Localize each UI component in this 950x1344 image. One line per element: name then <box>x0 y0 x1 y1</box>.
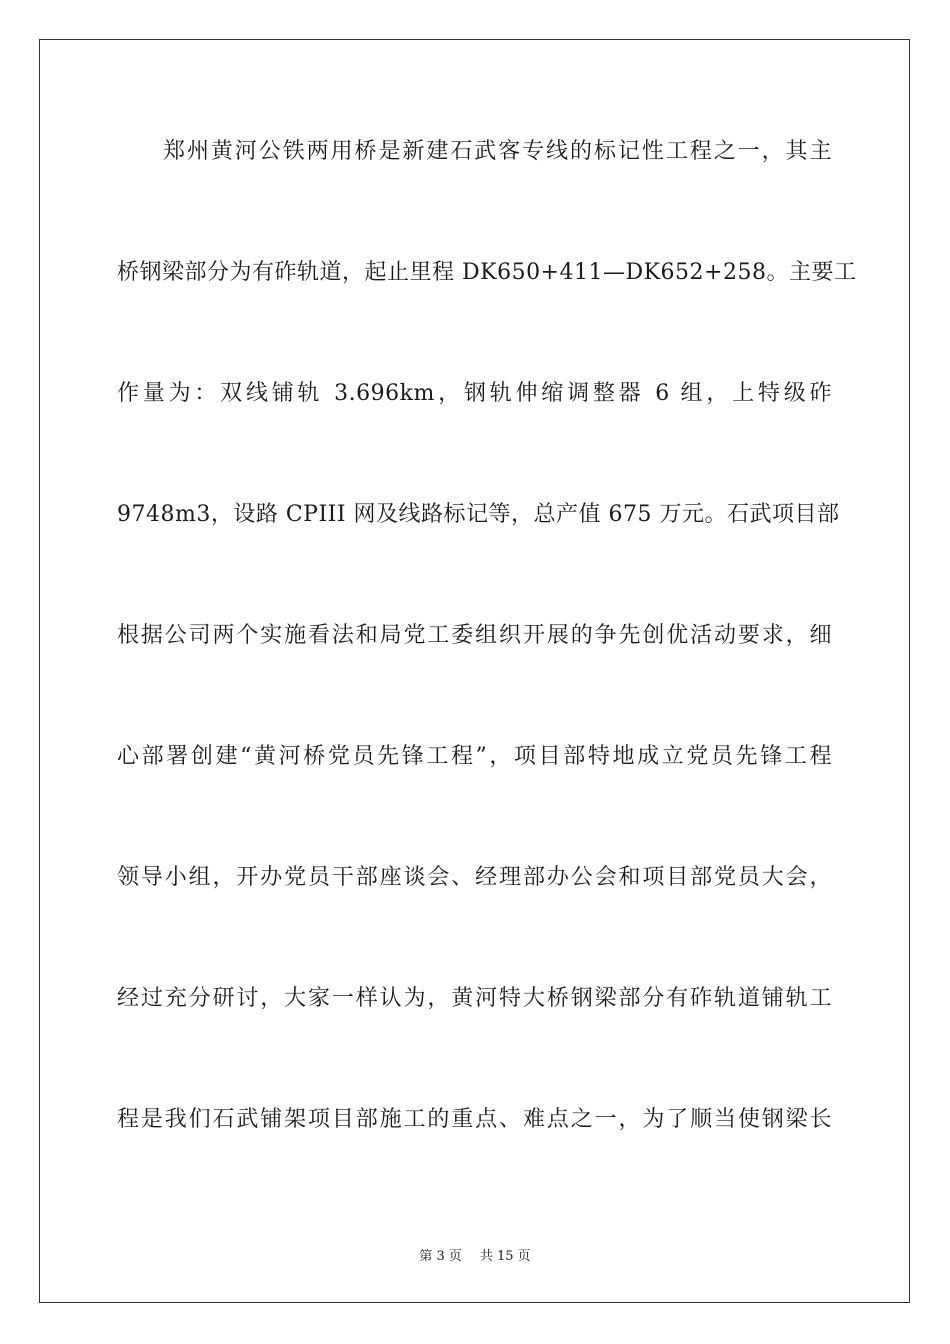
page-footer <box>0 1248 950 1266</box>
page-number: 第 3 页 <box>419 1249 462 1264</box>
paragraph-line: 作量为：双线铺轨 3.696km，钢轨伸缩调整器 6 组，上特级砟 <box>117 381 832 406</box>
paragraph-line: 程是我们石武铺架项目部施工的重点、难点之一，为了顺当使钢梁长 <box>117 1107 832 1132</box>
paragraph-line: 根据公司两个实施看法和局党工委组织开展的争先创优活动要求，细 <box>117 623 832 648</box>
page-total: 共 15 页 <box>479 1249 531 1264</box>
paragraph-line: 心部署创建“黄河桥党员先锋工程”，项目部特地成立党员先锋工程 <box>117 744 832 769</box>
paragraph-line: 经过充分研讨，大家一样认为，黄河特大桥钢梁部分有砟轨道铺轨工 <box>117 986 832 1011</box>
paragraph-line: 领导小组，开办党员干部座谈会、经理部办公会和项目部党员大会， <box>117 865 832 890</box>
paragraph-line: 郑州黄河公铁两用桥是新建石武客专线的标记性工程之一，其主 <box>163 139 832 164</box>
paragraph-line: 桥钢梁部分为有砟轨道，起止里程 DK650+411—DK652+258。主要工 <box>117 260 857 285</box>
paragraph-line: 9748m3，设路 CPIII 网及线路标记等，总产值 675 万元。石武项目部 <box>117 502 840 527</box>
